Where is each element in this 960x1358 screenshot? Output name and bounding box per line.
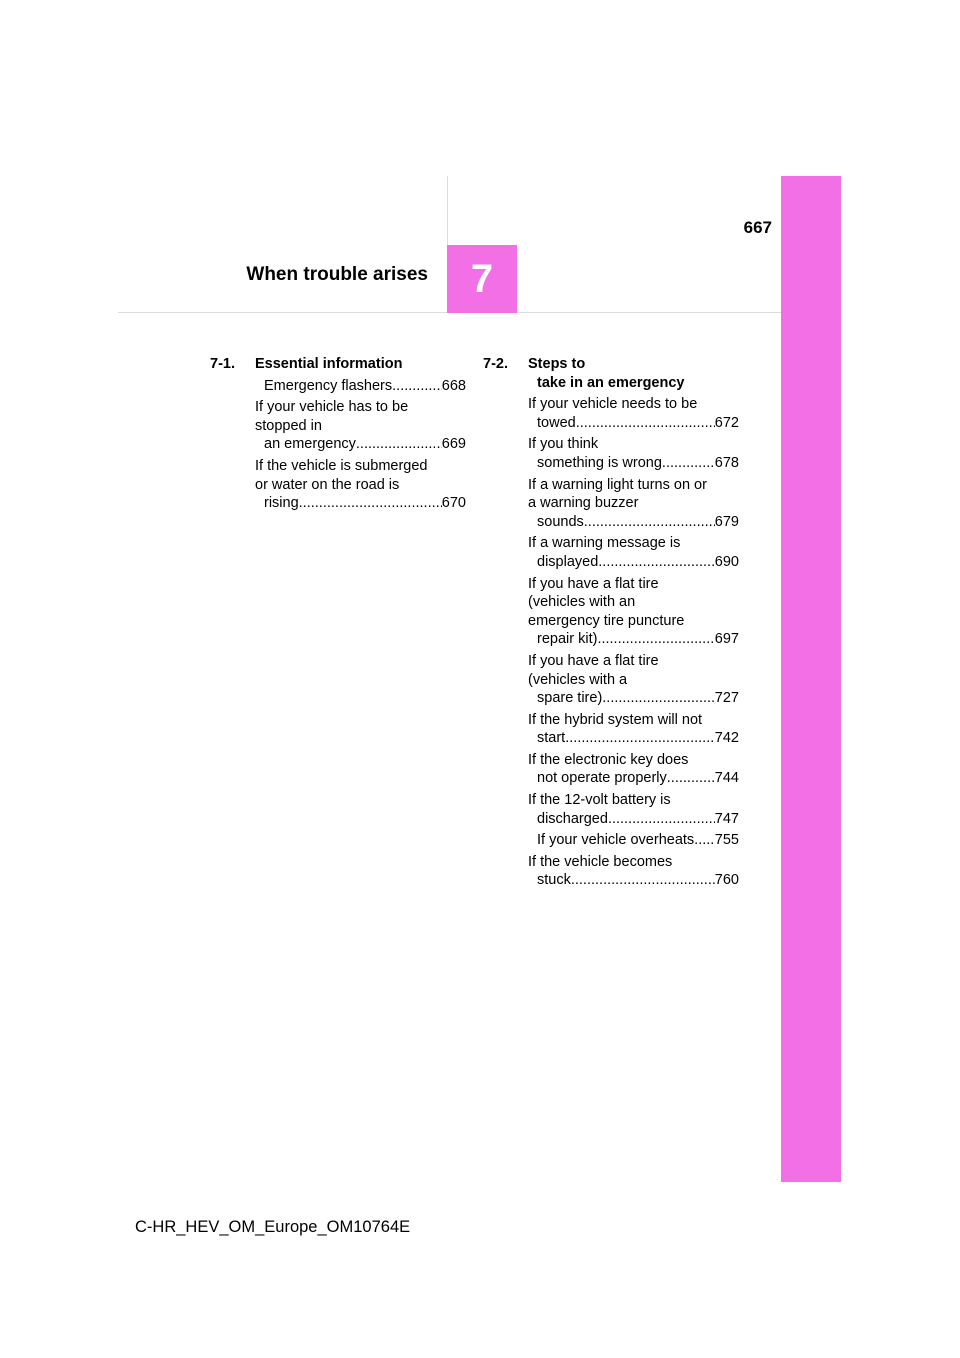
toc-entry-last-line bbox=[264, 494, 466, 513]
toc-entry-page: 744 bbox=[714, 770, 739, 787]
toc-entry-line: If your vehicle has to be bbox=[255, 399, 409, 416]
toc-entry-line: If you have a flat tire bbox=[528, 652, 659, 669]
toc-entry-title: rising bbox=[264, 495, 299, 512]
toc-entry-last-line bbox=[537, 810, 739, 829]
document-code: C-HR_HEV_OM_Europe_OM10764E bbox=[135, 1218, 411, 1236]
chapter-title: When trouble arises bbox=[246, 264, 428, 285]
toc-entry[interactable] bbox=[528, 751, 739, 788]
toc-section-title-line: take in an emergency bbox=[537, 374, 685, 391]
toc-entry[interactable] bbox=[528, 395, 739, 432]
toc-entry-title: displayed bbox=[537, 553, 599, 570]
toc-entry-title: stuck bbox=[537, 872, 571, 889]
toc-entry[interactable] bbox=[528, 534, 739, 571]
toc-entry-page: 679 bbox=[714, 513, 739, 530]
toc-leader-dots bbox=[356, 435, 442, 454]
toc-entry-line: (vehicles with a bbox=[528, 671, 628, 688]
toc-leader-dots bbox=[597, 630, 714, 649]
toc-entry-page: 760 bbox=[714, 872, 739, 889]
toc-entry-line: If the vehicle becomes bbox=[528, 853, 673, 870]
toc-entry-title: spare tire) bbox=[537, 690, 603, 707]
toc-entry-title: repair kit) bbox=[537, 631, 598, 648]
toc-entry-title: start bbox=[537, 730, 566, 747]
toc-entry-line: or water on the road is bbox=[255, 476, 400, 493]
toc-entry-line: If your vehicle needs to be bbox=[528, 396, 698, 413]
toc-entry[interactable] bbox=[528, 435, 739, 472]
toc-entry-last-line bbox=[537, 553, 739, 572]
toc-entry[interactable] bbox=[528, 791, 739, 828]
toc-entry-line: stopped in bbox=[255, 417, 322, 434]
toc-entry-last-line bbox=[537, 414, 739, 433]
toc-entry-line: If a warning light turns on or bbox=[528, 476, 707, 493]
toc-entry-page: 678 bbox=[714, 454, 739, 471]
toc-leader-dots bbox=[667, 769, 715, 788]
chapter-side-tab bbox=[781, 176, 841, 1182]
toc-entry-title: discharged bbox=[537, 810, 608, 827]
toc-entry[interactable] bbox=[528, 711, 739, 748]
toc-entry-line: If you have a flat tire bbox=[528, 575, 659, 592]
toc-entry-line: (vehicles with an bbox=[528, 594, 636, 611]
toc-leader-dots bbox=[299, 494, 442, 513]
toc-entry[interactable] bbox=[528, 575, 739, 649]
toc-entry-last-line bbox=[264, 435, 466, 454]
toc-entry-last-line bbox=[537, 689, 739, 708]
toc-entry-page: 670 bbox=[441, 495, 466, 512]
toc-entry[interactable] bbox=[528, 652, 739, 708]
toc-entry[interactable] bbox=[528, 853, 739, 890]
chapter-number-badge: 7 bbox=[447, 245, 517, 313]
toc-entry-last-line bbox=[537, 513, 739, 532]
toc-entry-line: If a warning message is bbox=[528, 535, 681, 552]
toc-section-number: 7-2. bbox=[483, 356, 508, 372]
toc-section-number: 7-1. bbox=[210, 356, 235, 372]
toc-entry-line: If the vehicle is submerged bbox=[255, 457, 428, 474]
toc-leader-dots bbox=[598, 553, 715, 572]
toc-entry-last-line bbox=[537, 630, 739, 649]
toc-entry-page: 697 bbox=[714, 631, 739, 648]
toc-entry-line: If the electronic key does bbox=[528, 751, 689, 768]
toc-entry[interactable] bbox=[528, 831, 739, 850]
toc-column-left bbox=[210, 355, 466, 516]
toc-entry[interactable] bbox=[255, 457, 466, 513]
toc-entry-page: 747 bbox=[714, 810, 739, 827]
toc-entry-last-line bbox=[264, 377, 466, 396]
toc-entry-title: Emergency flashers bbox=[264, 377, 393, 394]
toc-entry[interactable] bbox=[255, 377, 466, 396]
toc-entry-title: If your vehicle overheats bbox=[537, 832, 695, 849]
toc-leader-dots bbox=[584, 513, 715, 532]
toc-leader-dots bbox=[662, 454, 715, 473]
toc-entry-line: If you think bbox=[528, 436, 599, 453]
toc-column-right bbox=[483, 355, 739, 893]
toc-leader-dots bbox=[694, 831, 715, 850]
toc-entry-page: 727 bbox=[714, 690, 739, 707]
toc-entry-last-line bbox=[537, 831, 739, 850]
toc-entry-page: 669 bbox=[441, 436, 466, 453]
toc-entry-last-line bbox=[537, 871, 739, 890]
toc-entry-line: a warning buzzer bbox=[528, 495, 639, 512]
header-vertical-rule bbox=[447, 176, 448, 245]
toc-section-heading bbox=[483, 355, 739, 392]
toc-entry-title: something is wrong bbox=[537, 454, 662, 471]
page-number: 667 bbox=[743, 218, 772, 237]
toc-entry-page: 668 bbox=[441, 377, 466, 394]
toc-leader-dots bbox=[602, 689, 715, 708]
toc-entry-last-line bbox=[537, 729, 739, 748]
toc-section-title-line: Steps to bbox=[528, 356, 586, 372]
toc-leader-dots bbox=[608, 810, 715, 829]
toc-leader-dots bbox=[392, 377, 442, 396]
toc-entry-line: If the hybrid system will not bbox=[528, 711, 703, 728]
toc-section-title-line: Essential information bbox=[255, 356, 403, 372]
toc-entry-title: sounds bbox=[537, 513, 584, 530]
toc-leader-dots bbox=[571, 871, 715, 890]
toc-leader-dots bbox=[565, 729, 715, 748]
toc-entry-last-line bbox=[537, 769, 739, 788]
toc-entry[interactable] bbox=[528, 476, 739, 532]
toc-entry-last-line bbox=[537, 454, 739, 473]
toc-entry-line: If the 12-volt battery is bbox=[528, 792, 671, 809]
toc-entry-title: an emergency bbox=[264, 436, 356, 453]
toc-entry-page: 672 bbox=[714, 414, 739, 431]
toc-entry-page: 742 bbox=[714, 730, 739, 747]
toc-entry-page: 755 bbox=[714, 832, 739, 849]
toc-entry-title: towed bbox=[537, 414, 576, 431]
toc-entry-page: 690 bbox=[714, 553, 739, 570]
toc-entry-line: emergency tire puncture bbox=[528, 612, 685, 629]
toc-entry[interactable] bbox=[255, 398, 466, 454]
toc-section-heading bbox=[210, 355, 466, 374]
toc-leader-dots bbox=[576, 414, 715, 433]
toc-entry-title: not operate properly bbox=[537, 770, 667, 787]
